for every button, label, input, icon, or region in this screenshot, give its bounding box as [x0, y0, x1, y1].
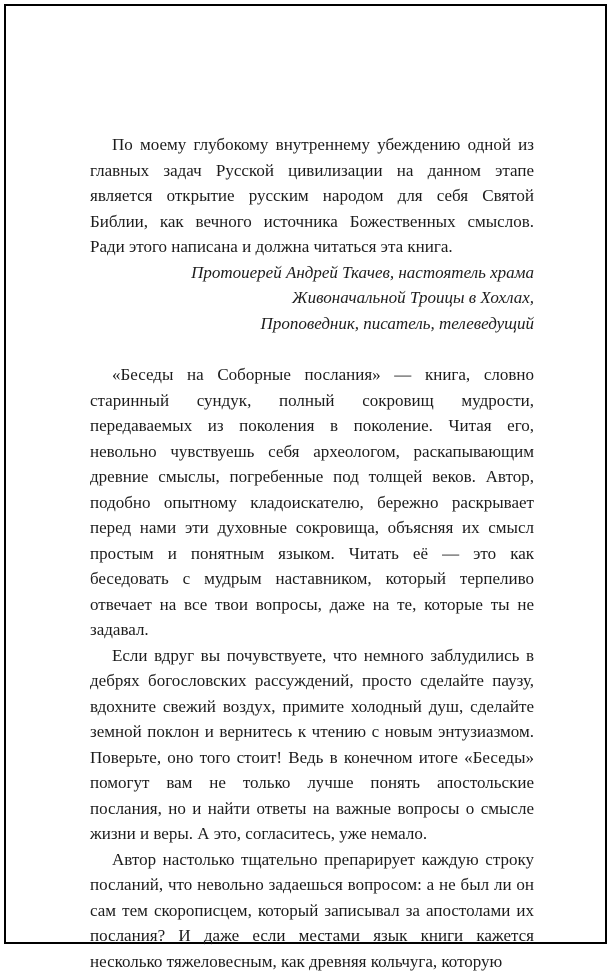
page-border-frame — [4, 4, 607, 944]
body-paragraph: «Беседы на Соборные послания» — книга, словно старинный сундук, полный сокровищ мудрости, передаваемых из поколения в поколение. Читая его, невольно чувствуешь себя археологом, раскапывающим древние смыслы, погребенные под толщей веков. Автор, подобно опытному кладоискателю, бережно раскрывает перед нами эти духовные сокровища, объясняя их смысл простым и понятным языком. Читать её — это как беседовать с мудрым наставником, который терпеливо отвечает на все твои вопросы, даже на те, которые ты не задавал. — [90, 362, 534, 643]
body-paragraph: Если вдруг вы почувствуете, что немного заблудились в дебрях богословских рассуждений, просто сделайте паузу, вдохните свежий воздух, примите холодный душ, сделайте земной поклон и вернитесь к чтению с новым энтузиазмом. Поверьте, оно того стоит! Ведь в конечном итоге «Беседы» помогут вам не только лучше понять апостольские послания, но и найти ответы на важные вопросы о смысле жизни и веры. А это, согласитесь, уже немало. — [90, 643, 534, 847]
page-text-block — [90, 132, 534, 974]
body-paragraph: Автор настолько тщательно препарирует каждую строку посланий, что невольно задаешься вопросом: а не был ли он сам тем скорописцем, который записывал за апостолами их послания? И даже если местами язык книги кажется несколько тяжеловесным, как древняя кольчуга, которую — [90, 847, 534, 974]
attribution-line: Протоиерей Андрей Ткачев, настоятель храма — [90, 260, 534, 286]
epigraph-paragraph: По моему глубокому внутреннему убеждению одной из главных задач Русской цивилизации на данном этапе является открытие русским народом для себя Святой Библии, как вечного источника Божественных смыслов. Ради этого написана и должна читаться эта книга. — [90, 132, 534, 260]
body-copy — [90, 362, 534, 974]
epigraph-attribution — [90, 260, 534, 337]
attribution-line: Живоначальной Троицы в Хохлах, — [90, 285, 534, 311]
attribution-line: Проповедник, писатель, телеведущий — [90, 311, 534, 337]
